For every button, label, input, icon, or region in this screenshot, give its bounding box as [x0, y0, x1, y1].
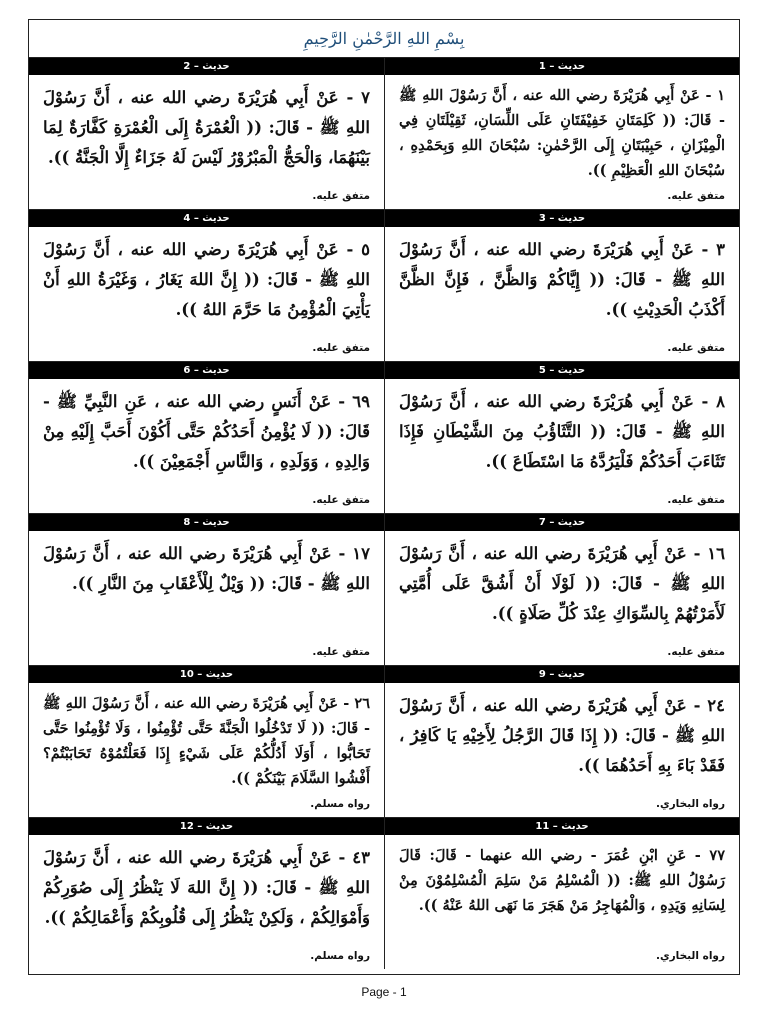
- hadith-label: حديث – 5: [385, 362, 739, 379]
- hadith-sheet: [28, 19, 740, 975]
- hadith-card-2: [29, 57, 384, 209]
- hadith-text: ٣ - عَنْ أَبِي هُرَيْرَةَ رضي الله عنه ، أَنَّ رَسُوْلَ اللهِ ﷺ - قَالَ: (( إِيَّاكُمْ وَالظَّنَّ ، فَإِنَّ الظَّنَّ أَكْذَبُ الْحَدِيْثِ )).: [399, 240, 725, 319]
- hadith-reference: متفق عليه.: [667, 190, 725, 202]
- hadith-reference: متفق عليه.: [667, 342, 725, 354]
- hadith-label: حديث – 3: [385, 210, 739, 227]
- hadith-body: [385, 227, 739, 361]
- hadith-label: حديث – 9: [385, 666, 739, 683]
- hadith-body: [385, 683, 739, 817]
- hadith-card-10: [29, 665, 384, 817]
- hadith-body: [29, 531, 384, 665]
- hadith-body: [385, 531, 739, 665]
- hadith-text: ٢٦ - عَنْ أَبِي هُرَيْرَةَ رضي الله عنه ، أَنَّ رَسُوْلَ اللهِ ﷺ - قَالَ: (( لَا تَدْخُلُوا الْجَنَّةَ حَتَّى تُؤْمِنُوا ، وَلَا تُؤْمِنُوا حَتَّى تَحَابُّوا ، أَوَلَا أَدُلُّكُمْ عَلَى شَيْءٍ إِذَا فَعَلْتُمُوْهُ تَحَابَبْتُمْ؟ أَفْشُوا السَّلَامَ بَيْنَكُمْ )).: [43, 695, 370, 787]
- hadith-reference: رواه البخاري.: [655, 798, 725, 810]
- hadith-card-5: [384, 361, 739, 513]
- hadith-body: [385, 75, 739, 209]
- hadith-reference: رواه مسلم.: [310, 798, 370, 810]
- hadith-text: ١٦ - عَنْ أَبِي هُرَيْرَةَ رضي الله عنه ، أَنَّ رَسُوْلَ اللهِ ﷺ - قَالَ: (( لَوْلَا أَنْ أَشُقَّ عَلَى أُمَّتِي لَأَمَرْتُهُمْ بِالسِّوَاكِ عِنْدَ كُلِّ صَلَاةٍ )).: [399, 544, 725, 623]
- hadith-reference: متفق عليه.: [312, 494, 370, 506]
- hadith-text: ٨ - عَنْ أَبِي هُرَيْرَةَ رضي الله عنه ، أَنَّ رَسُوْلَ اللهِ ﷺ - قَالَ: (( التَّثَاؤُبُ مِنَ الشَّيْطَانِ فَإِذَا تَثَاءَبَ أَحَدُكُمْ فَلْيَرُدَّهُ مَا اسْتَطَاعَ )).: [399, 392, 725, 471]
- hadith-reference: متفق عليه.: [312, 190, 370, 202]
- hadith-label: حديث – 8: [29, 514, 384, 531]
- hadith-label: حديث – 11: [385, 818, 739, 835]
- hadith-card-8: [29, 513, 384, 665]
- hadith-text: ١ - عَنْ أَبِي هُرَيْرَةَ رضي الله عنه ، أَنَّ رَسُوْلَ اللهِ ﷺ - قَالَ: (( كَلِمَتَانِ خَفِيْفَتَانِ عَلَى اللِّسَانِ، ثَقِيْلَتَانِ فِي الْمِيْزَانِ ، حَبِيْبَتَانِ إِلَى الرَّحْمٰنِ: سُبْحَانَ اللهِ وَبِحَمْدِهِ ، سُبْحَانَ اللهِ الْعَظِيْمِ )).: [399, 87, 725, 179]
- hadith-text: ٤٣ - عَنْ أَبِي هُرَيْرَةَ رضي الله عنه ، أَنَّ رَسُوْلَ اللهِ ﷺ - قَالَ: (( إِنَّ اللهَ لَا يَنْظُرُ إِلَى صُوَرِكُمْ وَأَمْوَالِكُمْ ، وَلَكِنْ يَنْظُرُ إِلَى قُلُوبِكُمْ وَأَعْمَالِكُمْ )).: [43, 848, 370, 927]
- hadith-text: ٢٤ - عَنْ أَبِي هُرَيْرَةَ رضي الله عنه ، أَنَّ رَسُوْلَ اللهِ ﷺ - قَالَ: (( إِذَا قَالَ الرَّجُلُ لِأَخِيْهِ يَا كَافِرُ ، فَقَدْ بَاءَ بِهِ أَحَدُهُمَا )).: [399, 696, 725, 775]
- hadith-body: [29, 75, 384, 209]
- hadith-reference: رواه البخاري.: [655, 950, 725, 962]
- hadith-card-9: [384, 665, 739, 817]
- hadith-body: [29, 683, 384, 817]
- hadith-text: ٥ - عَنْ أَبِي هُرَيْرَةَ رضي الله عنه ، أَنَّ رَسُوْلَ اللهِ ﷺ - قَالَ: (( إِنَّ اللهَ يَغَارُ ، وَغَيْرَةُ اللهِ أَنْ يَأْتِيَ الْمُؤْمِنُ مَا حَرَّمَ اللهُ )).: [43, 240, 370, 319]
- hadith-card-1: [384, 57, 739, 209]
- hadith-card-11: [384, 817, 739, 969]
- hadith-reference: متفق عليه.: [312, 342, 370, 354]
- hadith-body: [385, 379, 739, 513]
- hadith-card-4: [29, 209, 384, 361]
- hadith-reference: متفق عليه.: [312, 646, 370, 658]
- hadith-body: [385, 835, 739, 969]
- hadith-label: حديث – 1: [385, 58, 739, 75]
- hadith-reference: متفق عليه.: [667, 646, 725, 658]
- hadith-text: ١٧ - عَنْ أَبِي هُرَيْرَةَ رضي الله عنه ، أَنَّ رَسُوْلَ اللهِ ﷺ - قَالَ: (( وَيْلٌ لِلْأَعْقَابِ مِنَ النَّارِ )).: [43, 544, 370, 593]
- hadith-label: حديث – 4: [29, 210, 384, 227]
- hadith-text: ٧٧ - عَنِ ابْنِ عُمَرَ - رضي الله عنهما - قَالَ: قَالَ رَسُوْلُ اللهِ ﷺ: (( الْمُسْلِمُ مَنْ سَلِمَ الْمُسْلِمُوْنَ مِنْ لِسَانِهِ وَيَدِهِ ، وَالْمُهَاجِرُ مَنْ هَجَرَ مَا نَهَى اللهُ عَنْهُ )).: [399, 847, 725, 914]
- hadith-body: [29, 835, 384, 969]
- hadith-card-3: [384, 209, 739, 361]
- hadith-label: حديث – 6: [29, 362, 384, 379]
- hadith-reference: متفق عليه.: [667, 494, 725, 506]
- hadith-text: ٧ - عَنْ أَبِي هُرَيْرَةَ رضي الله عنه ، أَنَّ رَسُوْلَ اللهِ ﷺ - قَالَ: (( الْعُمْرَةُ إِلَى الْعُمْرَةِ كَفَّارَةٌ لِمَا بَيْنَهُمَا، وَالْحَجُّ الْمَبْرُوْرُ لَيْسَ لَهُ جَزَاءٌ إِلَّا الْجَنَّةُ )).: [43, 88, 370, 167]
- hadith-body: [29, 227, 384, 361]
- hadith-card-6: [29, 361, 384, 513]
- hadith-label: حديث – 2: [29, 58, 384, 75]
- basmala-heading: بِسْمِ اللهِ الرَّحْمٰنِ الرَّحِيمِ: [303, 29, 465, 48]
- hadith-label: حديث – 10: [29, 666, 384, 683]
- hadith-label: حديث – 12: [29, 818, 384, 835]
- hadith-reference: رواه مسلم.: [310, 950, 370, 962]
- hadith-card-7: [384, 513, 739, 665]
- page-number: Page - 1: [361, 985, 407, 999]
- hadith-body: [29, 379, 384, 513]
- hadith-text: ٦٩ - عَنْ أَنَسٍ رضي الله عنه ، عَنِ النَّبِيِّ ﷺ - قَالَ: (( لَا يُؤْمِنُ أَحَدُكُمْ حَتَّى أَكُوْنَ أَحَبَّ إِلَيْهِ مِنْ وَالِدِهِ ، وَوَلَدِهِ ، وَالنَّاسِ أَجْمَعِيْنَ )).: [43, 392, 370, 471]
- hadith-card-12: [29, 817, 384, 969]
- hadith-label: حديث – 7: [385, 514, 739, 531]
- hadith-grid: [29, 57, 739, 969]
